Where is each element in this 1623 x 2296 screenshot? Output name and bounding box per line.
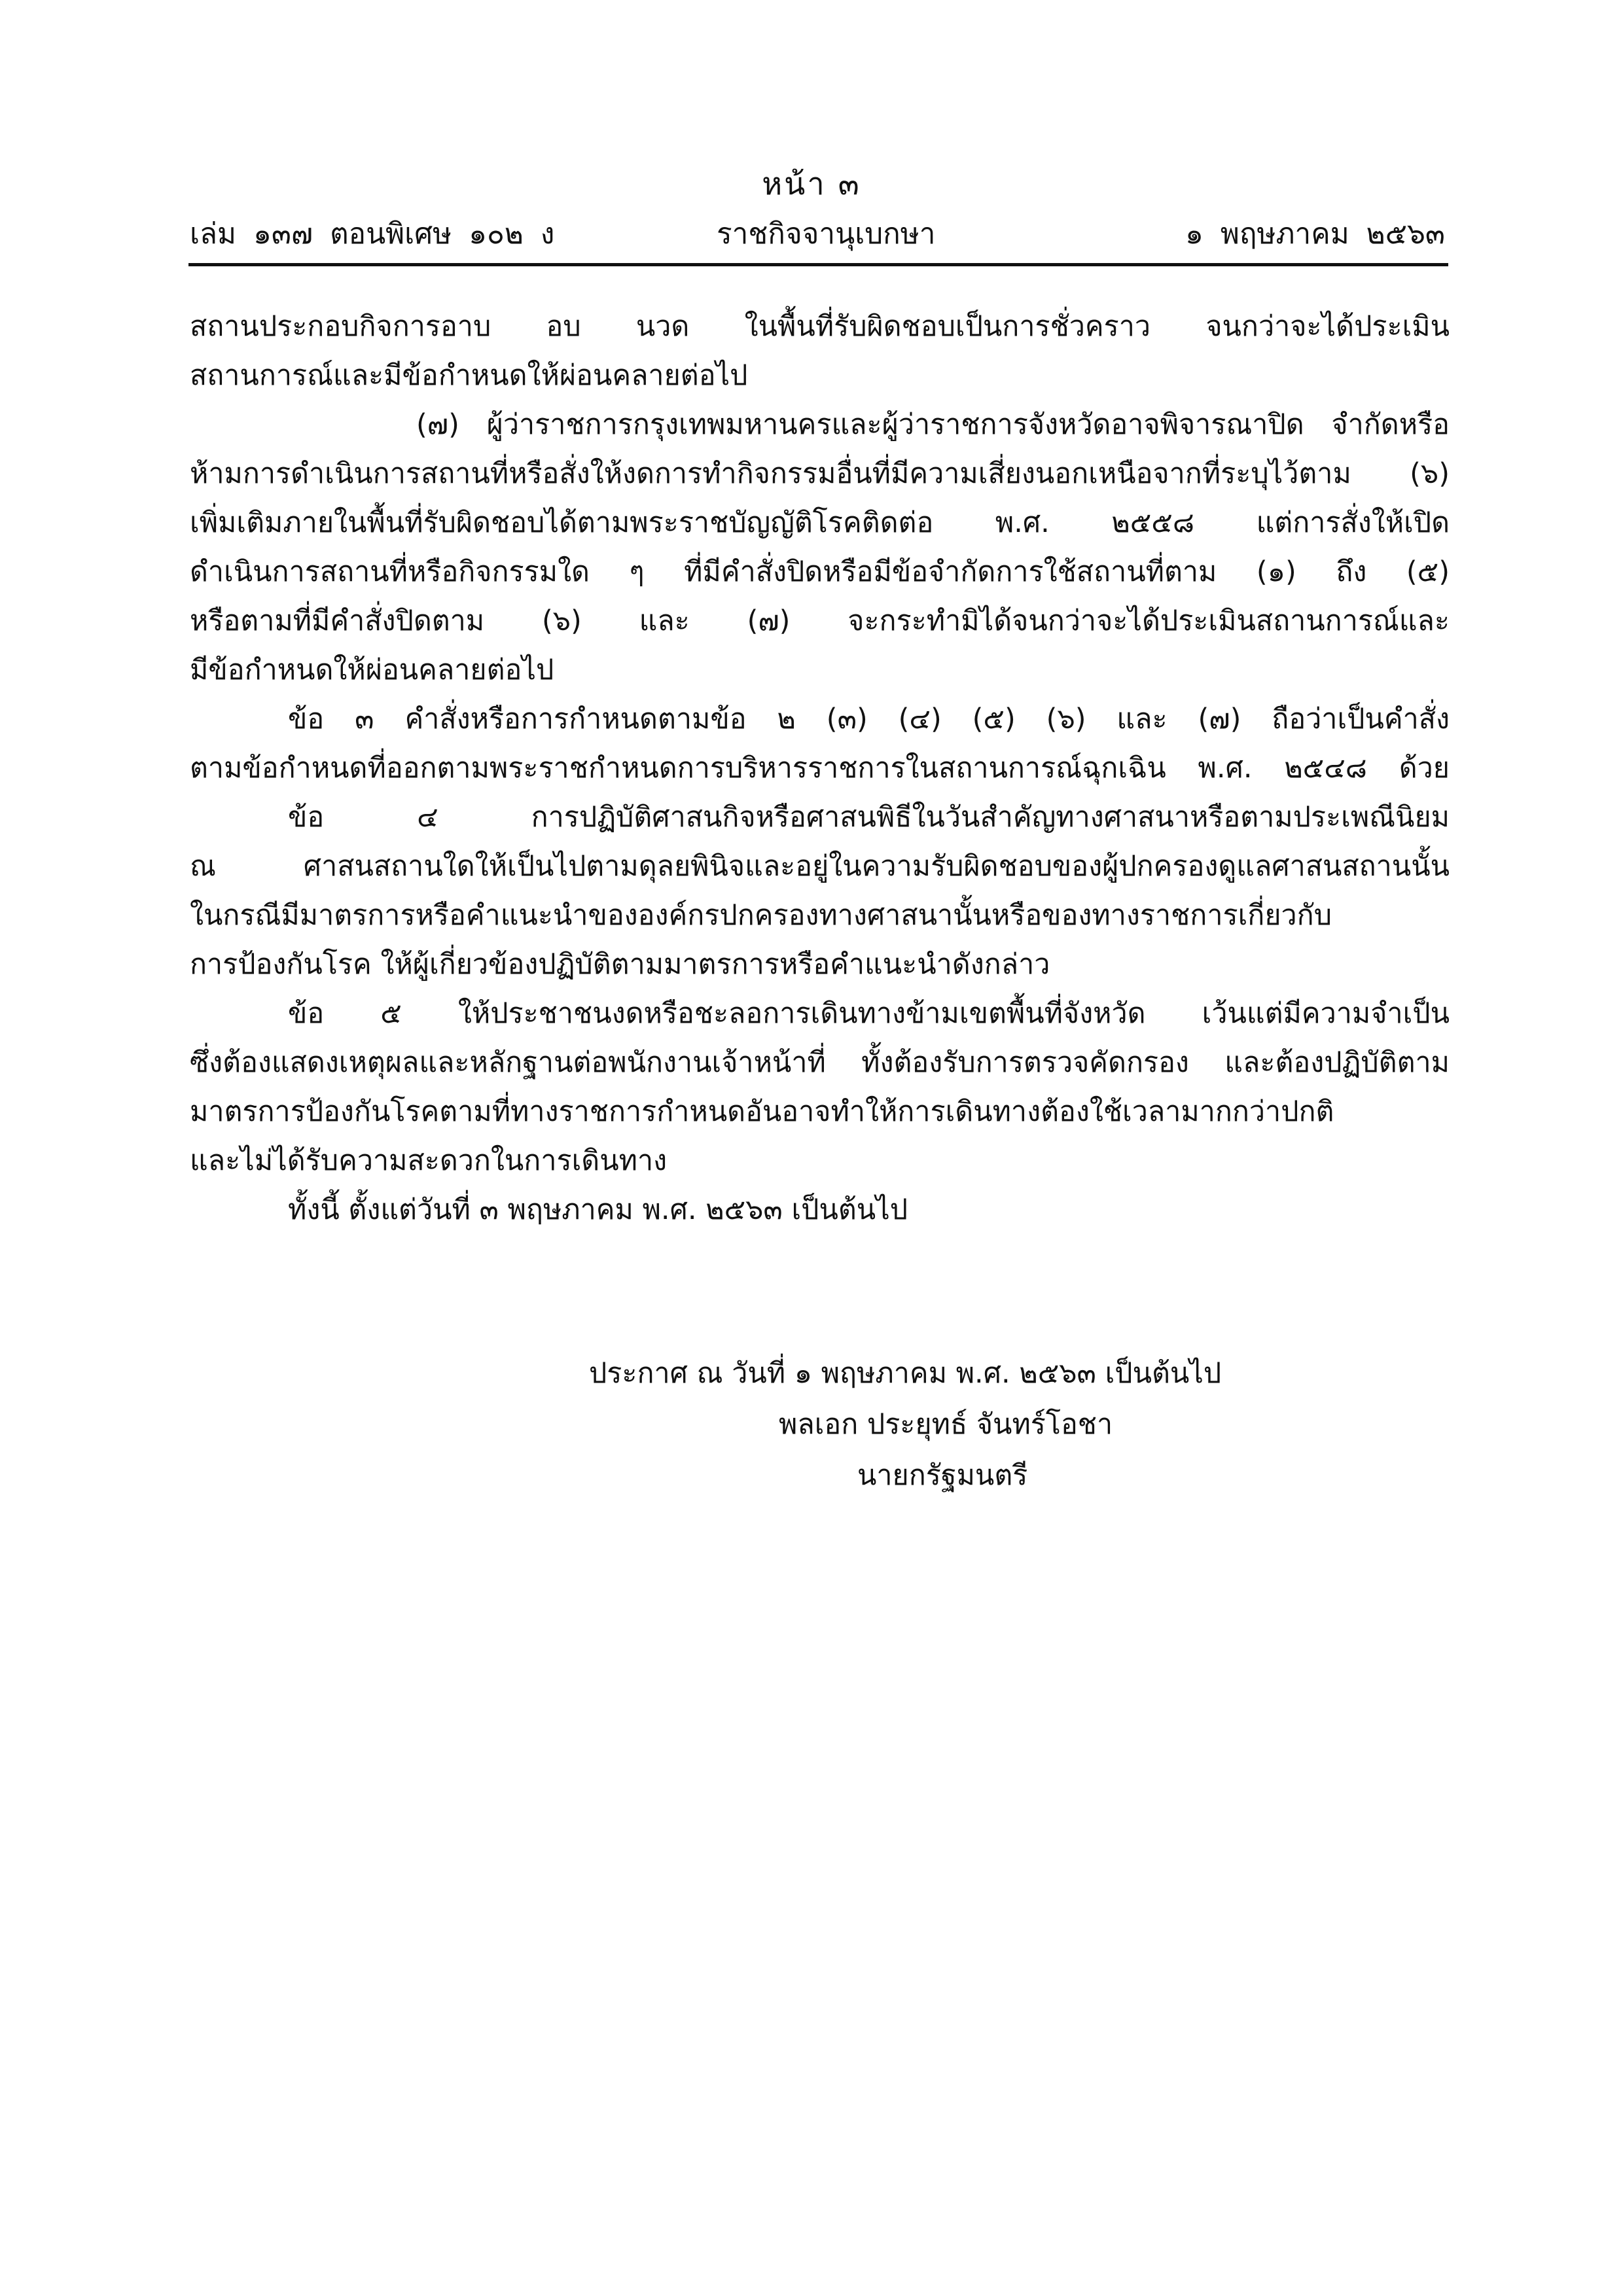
body-line: มีข้อกำหนดให้ผ่อนคลายต่อไป	[190, 654, 554, 686]
body-line: ดำเนินการสถานที่หรือกิจกรรมใด ๆ ที่มีคำสั่งปิดหรือมีข้อจำกัดการใช้สถานที่ตาม (๑) ถึง (๕)	[190, 556, 1450, 588]
document-body	[190, 302, 1450, 1235]
body-line: เพิ่มเติมภายในพื้นที่รับผิดชอบได้ตามพระราชบัญญัติโรคติดต่อ พ.ศ. ๒๕๕๘ แต่การสั่งให้เปิด	[190, 506, 1450, 539]
body-line: สถานประกอบกิจการอาบ อบ นวด ในพื้นที่รับผิดชอบเป็นการชั่วคราว จนกว่าจะได้ประเมิน	[190, 310, 1450, 343]
signatory-name: พลเอก ประยุทธ์ จันทร์โอชา	[779, 1408, 1113, 1441]
page-number: หน้า ๓	[762, 166, 861, 202]
body-line: ข้อ ๓ คำสั่งหรือการกำหนดตามข้อ ๒ (๓) (๔) (๕) (๖) และ (๗) ถือว่าเป็นคำสั่ง	[288, 703, 1450, 735]
body-line: ห้ามการดำเนินการสถานที่หรือสั่งให้งดการทำกิจกรรมอื่นที่มีความเสี่ยงนอกเหนือจากที่ระบุไว้ตาม (๖)	[190, 457, 1450, 490]
body-line: มาตรการป้องกันโรคตามที่ทางราชการกำหนดอันอาจทำให้การเดินทางต้องใช้เวลามากกว่าปกติ	[190, 1095, 1334, 1128]
body-line: ในกรณีมีมาตรการหรือคำแนะนำขององค์กรปกครองทางศาสนานั้นหรือของทางราชการเกี่ยวกับ	[190, 899, 1332, 932]
body-line: ตามข้อกำหนดที่ออกตามพระราชกำหนดการบริหารราชการในสถานการณ์ฉุกเฉิน พ.ศ. ๒๕๔๘ ด้วย	[190, 752, 1450, 785]
publication-date: ๑ พฤษภาคม ๒๕๖๓	[1185, 217, 1445, 251]
body-line: สถานการณ์และมีข้อกำหนดให้ผ่อนคลายต่อไป	[190, 359, 748, 392]
body-line: การป้องกันโรค ให้ผู้เกี่ยวข้องปฏิบัติตามมาตรการหรือคำแนะนำดังกล่าว	[190, 948, 1050, 981]
body-line: ณ ศาสนสถานใดให้เป็นไปตามดุลยพินิจและอยู่ในความรับผิดชอบของผู้ปกครองดูแลศาสนสถานนั้น	[190, 850, 1450, 883]
header-divider	[188, 263, 1448, 266]
body-line: (๗) ผู้ว่าราชการกรุงเทพมหานครและผู้ว่าราชการจังหวัดอาจพิจารณาปิด จำกัดหรือ	[416, 408, 1450, 441]
announcement-date: ประกาศ ณ วันที่ ๑ พฤษภาคม พ.ศ. ๒๕๖๓ เป็นต้นไป	[589, 1357, 1222, 1390]
signatory-title: นายกรัฐมนตรี	[857, 1459, 1028, 1492]
body-line: และไม่ได้รับความสะดวกในการเดินทาง	[190, 1144, 668, 1177]
publication-name: ราชกิจจานุเบกษา	[717, 217, 936, 251]
volume-issue: เล่ม ๑๓๗ ตอนพิเศษ ๑๐๒ ง	[190, 217, 555, 251]
gazette-header	[0, 215, 1623, 254]
body-line: ข้อ ๔ การปฏิบัติศาสนกิจหรือศาสนพิธีในวันสำคัญทางศาสนาหรือตามประเพณีนิยม	[288, 801, 1450, 834]
body-line: ซึ่งต้องแสดงเหตุผลและหลักฐานต่อพนักงานเจ้าหน้าที่ ทั้งต้องรับการตรวจคัดกรอง และต้องปฏิบัติตาม	[190, 1046, 1450, 1079]
body-line: ข้อ ๕ ให้ประชาชนงดหรือชะลอการเดินทางข้ามเขตพื้นที่จังหวัด เว้นแต่มีความจำเป็น	[288, 997, 1450, 1030]
body-line: ทั้งนี้ ตั้งแต่วันที่ ๓ พฤษภาคม พ.ศ. ๒๕๖๓ เป็นต้นไป	[288, 1193, 908, 1226]
body-line: หรือตามที่มีคำสั่งปิดตาม (๖) และ (๗) จะกระทำมิได้จนกว่าจะได้ประเมินสถานการณ์และ	[190, 605, 1450, 637]
